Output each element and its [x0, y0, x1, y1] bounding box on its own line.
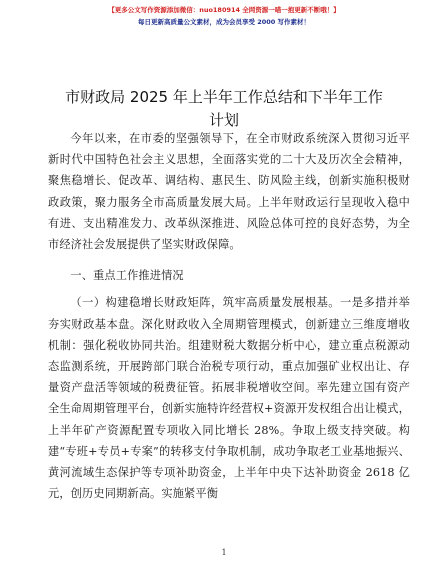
title-line-2: 计划	[208, 111, 239, 129]
document-title	[40, 86, 408, 132]
body-paragraph: （一）构建稳增长财政矩阵，筑牢高质量发展根基。一是多措并举夯实财政基本盘。深化财政收入全周期管理模式，创新建立三维度增收机制：强化税收协同共治。组建财税大数据分析中心，建立重点税源动态监测系统，开展跨部门联合治税专项行动，重点加强矿业权出让、存量资产盘活等领域的税费征管。拓展非税增收空间。率先建立国有资产全生命周期管理平台，创新实施特许经营权+资源开发权组合出让模式，上半年矿产资源配置专项收入同比增长 28%。争取上级支持突破。构建“专班+专员+专案”的转移支付争取机制，成功争取老工业基地振兴、黄河流域生态保护等专项补助资金，上半年中央下达补助资金 2618 亿元，创历史同期新高。实施紧平衡	[48, 296, 410, 501]
section-heading: 一、重点工作推进情况	[70, 269, 184, 283]
promo-line-blue: 每日更新高质量公文素材，成为会员享受 2000 写作素材！	[137, 18, 311, 26]
title-line-1: 市财政局 2025 年上半年工作总结和下半年工作	[65, 88, 383, 106]
document-body	[48, 128, 410, 504]
promo-banner	[0, 4, 448, 28]
page-number: 1	[221, 548, 227, 557]
promo-line-red: 【更多公文写作资源添加微信：nuo180914 全网资源一喵一抱更新不断哦！】	[108, 6, 340, 14]
intro-paragraph: 今年以来，在市委的坚强领导下，在全市财政系统深入贯彻习近平新时代中国特色社会主义思想，全面落实党的二十大及历次全会精神，聚焦稳增长、促改革、调结构、惠民生、防风险主线，创新实施积极财政政策，聚力服务全市高质量发展大局。上半年财政运行呈现收入稳中有进、支出精准发力、改革纵深推进、风险总体可控的良好态势，为全市经济社会发展提供了坚实财政保障。	[48, 132, 410, 252]
